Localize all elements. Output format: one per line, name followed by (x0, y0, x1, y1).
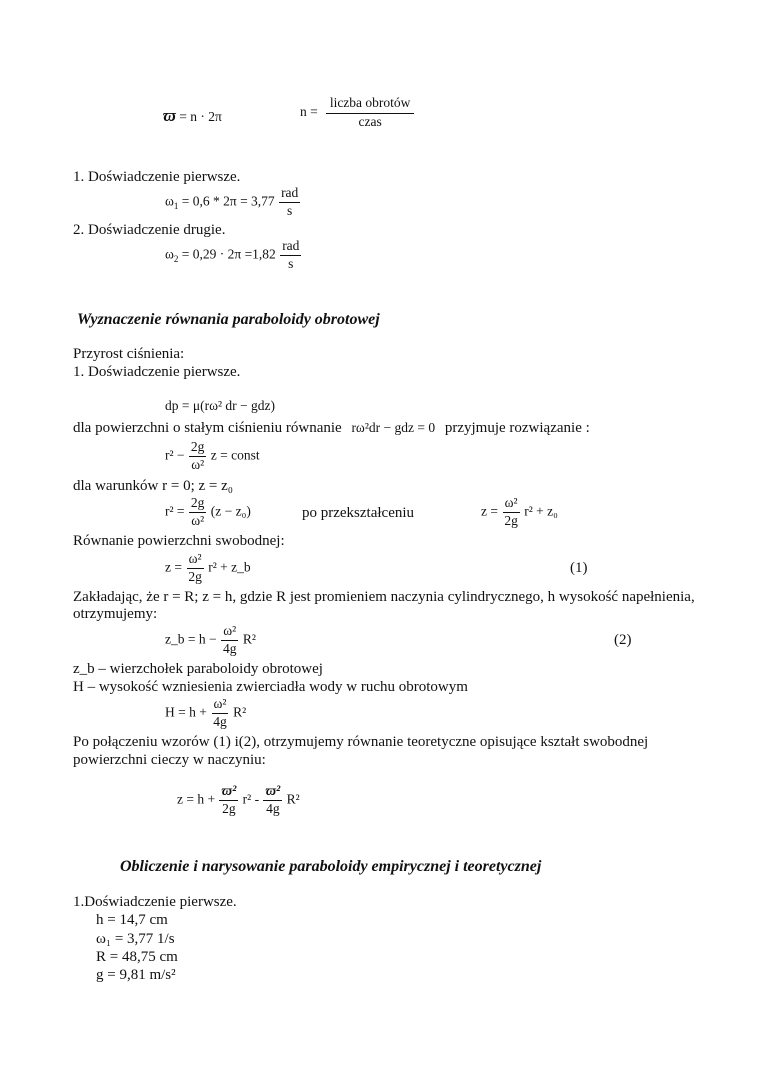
equation-2 (165, 624, 256, 657)
combine-text-1: Po połączeniu wzorów (1) i(2), otrzymujemy równanie teoretyczne opisujące kształt swobodnej (73, 734, 649, 750)
line-text-a: dla powierzchni o stałym ciśnieniu równanie (73, 420, 342, 436)
equation-2-tag: (2) (614, 632, 632, 648)
pressure-label: Przyrost ciśnienia: (73, 346, 185, 362)
omega2-unit-num: rad (280, 239, 301, 256)
H-eq-b: R² (233, 704, 247, 720)
assume-text-2: otrzymujemy: (73, 606, 158, 622)
eq1-den: 2g (188, 568, 202, 584)
omega2-unit (280, 239, 301, 272)
n-formula (300, 96, 419, 130)
omega2-formula (165, 239, 302, 272)
section2-heading: Obliczenie i narysowanie paraboloidy empirycznej i teoretycznej (120, 858, 542, 875)
H-num: ω² (212, 697, 229, 714)
transform-label: po przekształceniu (302, 505, 415, 521)
eq1-b: r² + z_b (208, 559, 251, 575)
equation-1 (165, 552, 251, 585)
dp-equation: dp = μ(rω² dr − gdz) (165, 398, 275, 413)
r2-eq-b: (z − z₀) (210, 503, 251, 519)
section1-exp1-label: 1. Doświadczenie pierwsze. (73, 364, 241, 380)
param-g: g = 9,81 m/s² (96, 967, 176, 983)
r2-eq-a: r² = (165, 503, 185, 519)
n-denominator: czas (358, 113, 382, 129)
z-den: 2g (504, 512, 518, 528)
param-h: h = 14,7 cm (96, 912, 168, 928)
r2-den: ω² (191, 512, 205, 528)
omega1-unit (279, 186, 300, 219)
omega2-sub: 2 (173, 254, 179, 265)
eq1-num: ω² (187, 552, 204, 569)
omega1-sub: 1 (173, 201, 179, 212)
param-R: R = 48,75 cm (96, 949, 178, 965)
H-eq-a: H = h + (165, 704, 207, 720)
omega-formula (163, 106, 222, 126)
section1-heading: Wyznaczenie równania paraboloidy obrotowej (77, 311, 380, 328)
z-eq-a: z = (481, 503, 498, 519)
H-den: 4g (213, 713, 227, 729)
omega2-rhs: = 0,29 · 2π =1,82 (181, 246, 276, 262)
z-eq-b: r² + z₀ (524, 503, 558, 519)
conditions-line: dla warunków r = 0; z = z₀ (73, 478, 234, 494)
eq1-a: z = (165, 559, 182, 575)
const-fraction (189, 440, 207, 473)
n-lhs: n = (300, 103, 318, 119)
exp2-title: 2. Doświadczenie drugie. (73, 222, 226, 238)
free-surface-label: Równanie powierzchni swobodnej: (73, 533, 285, 549)
final-den2: 4g (266, 801, 280, 817)
H-fraction (211, 697, 229, 730)
eq2-a: z_b = h − (165, 631, 217, 647)
omega1-rhs: = 0,6 * 2π = 3,77 (181, 193, 275, 209)
z-num: ω² (503, 496, 520, 513)
omega-symbol: ϖ (163, 106, 176, 125)
z-equation (481, 496, 558, 529)
r2-fraction (189, 496, 207, 529)
n-numerator: liczba obrotów (326, 96, 415, 114)
final-a: z = h + (177, 791, 216, 807)
omega1-formula (165, 186, 301, 219)
final-num2: ϖ² (263, 784, 282, 801)
final-b: r² - (242, 791, 260, 807)
section2-exp-label: 1.Doświadczenie pierwsze. (73, 894, 237, 910)
n-fraction (322, 96, 418, 130)
final-num1: ϖ² (219, 784, 238, 801)
const-eq-b: z = const (210, 447, 260, 463)
H-equation (165, 697, 246, 730)
eq1-fraction (186, 552, 204, 585)
final-den1: 2g (222, 801, 236, 817)
omega1-unit-num: rad (279, 186, 300, 203)
param-omega: ω₁ = 3,77 1/s (96, 931, 175, 947)
equation-1-tag: (1) (570, 560, 588, 576)
eq2-den: 4g (222, 640, 237, 656)
z-fraction (502, 496, 520, 529)
zb-definition: z_b – wierzchołek paraboloidy obrotowej (73, 661, 323, 677)
eq2-fraction (221, 624, 239, 657)
final-c: R² (286, 791, 300, 807)
assume-text-1: Zakładając, że r = R; z = h, gdzie R jest promieniem naczynia cylindrycznego, h wysokość napełnienia, (73, 589, 695, 605)
const-num: 2g (189, 440, 207, 457)
eq2-num: ω² (221, 624, 238, 641)
line-text-b: przyjmuje rozwiązanie : (444, 420, 590, 436)
line-equation: rω²dr − gdz = 0 (351, 420, 436, 435)
omega1-lhs: ω (165, 193, 174, 209)
H-definition: H – wysokość wzniesienia zwierciadła wody w ruchu obrotowym (73, 679, 468, 695)
omega1-unit-den: s (287, 202, 293, 218)
r2-num: 2g (189, 496, 207, 513)
final-equation (177, 784, 300, 817)
eq2-b: R² (242, 631, 256, 647)
omega-rhs: = n · 2π (179, 109, 222, 124)
const-den: ω² (191, 456, 205, 472)
r2-equation (165, 496, 251, 529)
const-eq-a: r² − (165, 447, 185, 463)
exp1-title: 1. Doświadczenie pierwsze. (73, 169, 241, 185)
final-fraction-1 (219, 784, 238, 817)
final-fraction-2 (263, 784, 282, 817)
constant-pressure-line (73, 420, 590, 437)
combine-text-2: powierzchni cieczy w naczyniu: (73, 752, 266, 768)
omega2-lhs: ω (165, 246, 174, 262)
const-equation (165, 440, 260, 473)
omega2-unit-den: s (288, 255, 294, 271)
